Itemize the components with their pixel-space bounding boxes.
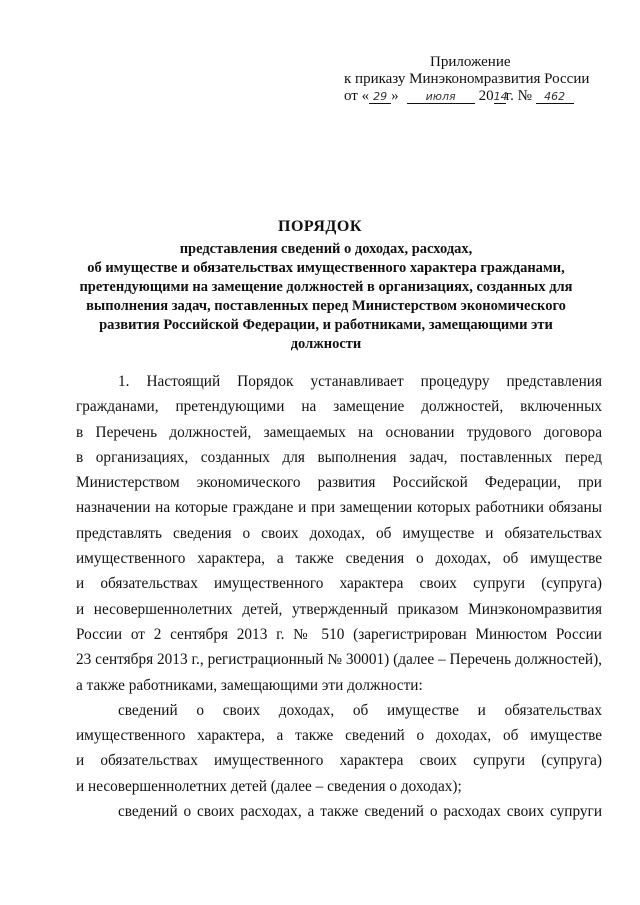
body-line: и несовершеннолетних детей (далее – сведения о доходах); (76, 777, 462, 795)
body-line: и несовершеннолетних детей, утвержденный приказом Минэкономразвития (76, 600, 602, 618)
order-date-line (344, 88, 614, 105)
body-line: а также работниками, замещающими эти должности: (76, 676, 423, 694)
handwritten-year: 14 (493, 90, 508, 103)
date-quote-close: » (391, 88, 399, 104)
body-line: 1. Настоящий Порядок устанавливает процедуру представления (118, 373, 602, 390)
body-line: гражданами, претендующими на замещение должностей, включенных (76, 398, 602, 416)
body-line: назначении на которые граждане и при замещении которых работники обязаны (76, 499, 602, 517)
body-line: в организациях, созданных для выполнения задач, поставленных перед (76, 448, 602, 466)
order-reference: к приказу Минэкономразвития России (344, 71, 590, 87)
handwritten-month: июля (407, 90, 475, 104)
body-line: в Перечень должностей, замещаемых на основании трудового договора (76, 423, 602, 441)
body-line: 23 сентября 2013 г., регистрационный № 30001) (далее – Перечень должностей), (76, 651, 602, 669)
document-title: ПОРЯДОК (278, 218, 362, 235)
appendix-header (344, 54, 614, 105)
body-line: сведений о своих доходах, об имуществе и обязательствах (118, 701, 602, 719)
subtitle-line: об имуществе и обязательствах имущественного характера гражданами, (87, 260, 565, 276)
subtitle-line: представления сведений о доходах, расходах, (179, 241, 473, 257)
number-prefix: г. № (505, 88, 532, 104)
appendix-label: Приложение (430, 54, 511, 70)
subtitle-line: развития Российской Федерации, и работниками, замещающими эти (99, 317, 553, 333)
body-line: представлять сведения о своих доходах, об имуществе и обязательствах (76, 524, 602, 542)
body-line: сведений о своих расходах, а также сведений о расходах своих супруги (118, 803, 602, 821)
handwritten-day: 29 (369, 90, 391, 104)
body-line: имущественного характера, а также сведений о доходах, об имуществе (76, 727, 602, 745)
subtitle-line: выполнения задач, поставленных перед Министерством экономического (86, 298, 566, 314)
body-line: и обязательствах имущественного характера своих супруги (супруга) (76, 575, 602, 593)
body-line: России от 2 сентября 2013 г. № 510 (зарегистрирован Минюстом России (76, 625, 602, 643)
handwritten-order-number: 462 (536, 90, 574, 104)
subtitle-line: должности (290, 336, 362, 352)
date-prefix: от « (344, 88, 370, 104)
year-prefix: 20 (478, 88, 494, 104)
body-line: Министерством экономического развития Российской Федерации, при (76, 474, 602, 492)
body-line: и обязательствах имущественного характера своих супруги (супруга) (76, 752, 602, 770)
body-line: имущественного характера, а также сведения о доходах, об имуществе (76, 550, 602, 568)
document-body (76, 369, 602, 824)
subtitle-line: претендующими на замещение должностей в организациях, созданных для (79, 279, 573, 295)
document-subtitle (76, 240, 576, 354)
